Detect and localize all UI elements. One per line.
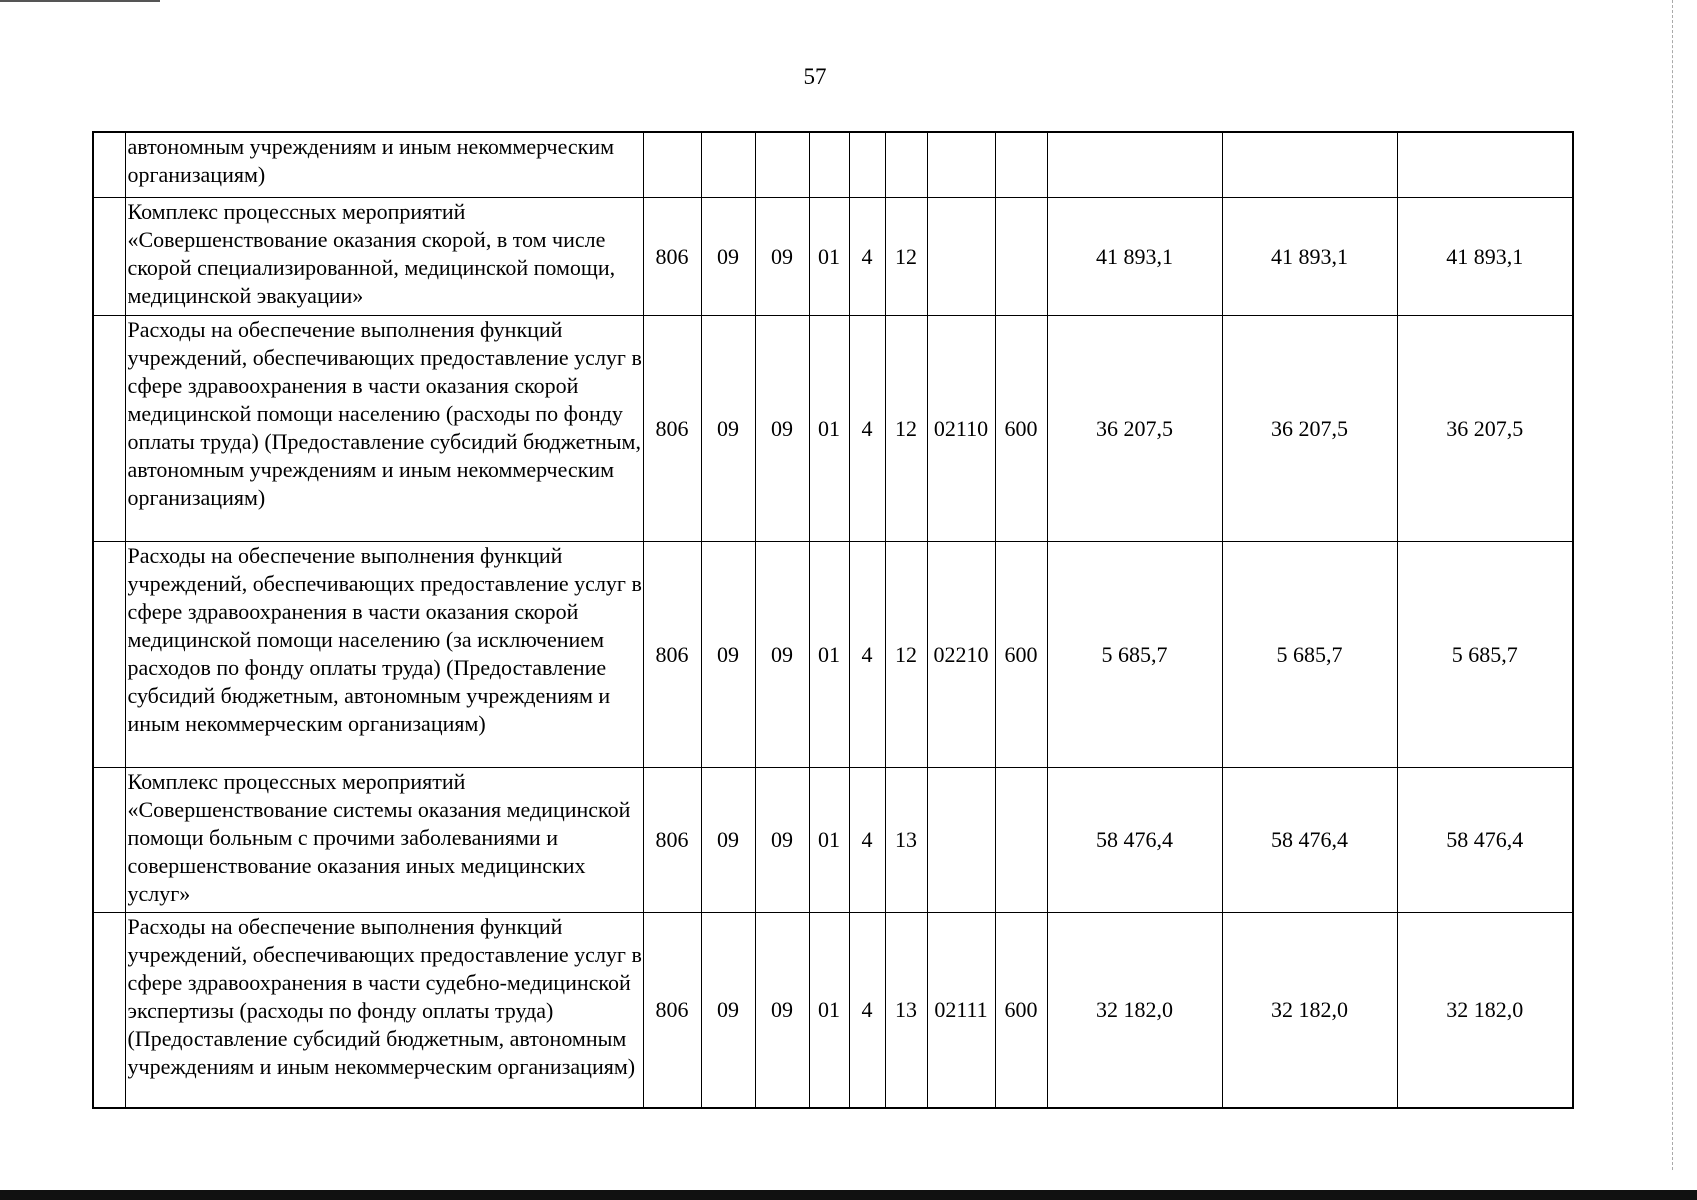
program-code-cell: 01 — [809, 197, 849, 315]
type-code-cell: 4 — [849, 315, 885, 541]
ministry-code-cell: 806 — [643, 315, 701, 541]
direction-code-cell: 02210 — [927, 541, 995, 767]
amount-year-2-cell: 41 893,1 — [1222, 197, 1397, 315]
amount-year-2-cell: 32 182,0 — [1222, 912, 1397, 1108]
description-cell: Расходы на обеспечение выполнения функций учреждений, обеспечивающих предоставление услуг в сфере здравоохранения в части судебно-медицинской экспертизы (расходы по фонду оплаты труда) (Предоставление субсидий бюджетным, автономным учреждениям и иным некоммерческим организациям) — [125, 912, 643, 1108]
table-row — [93, 912, 1573, 1108]
scan-bottom-edge — [0, 1190, 1697, 1200]
type-code-cell: 4 — [849, 197, 885, 315]
amount-year-3-cell: 36 207,5 — [1397, 315, 1573, 541]
row-marker-cell — [93, 541, 125, 767]
ministry-code-cell: 806 — [643, 912, 701, 1108]
row-marker-cell — [93, 315, 125, 541]
description-cell: Комплекс процессных мероприятий «Совершенствование системы оказания медицинской помощи больным с прочими заболеваниями и совершенствование оказания иных медицинских услуг» — [125, 767, 643, 912]
description-cell: Расходы на обеспечение выполнения функций учреждений, обеспечивающих предоставление услуг в сфере здравоохранения в части оказания скорой медицинской помощи населению (за исключением расходов по фонду оплаты труда) (Предоставление субсидий бюджетным, автономным учреждениям и иным некоммерческим организациям) — [125, 541, 643, 767]
description-cell: автономным учреждениям и иным некоммерческим организациям) — [125, 132, 643, 197]
direction-code-cell — [927, 197, 995, 315]
amount-year-2-cell — [1222, 132, 1397, 197]
page-number: 57 — [803, 64, 827, 89]
table-row — [93, 315, 1573, 541]
amount-year-2-cell: 36 207,5 — [1222, 315, 1397, 541]
structure-code-cell — [885, 132, 927, 197]
ministry-code-cell: 806 — [643, 541, 701, 767]
table-row — [93, 541, 1573, 767]
structure-code-cell: 12 — [885, 541, 927, 767]
type-code-cell — [849, 132, 885, 197]
expense-type-cell — [995, 767, 1047, 912]
table-row — [93, 197, 1573, 315]
amount-year-1-cell: 58 476,4 — [1047, 767, 1222, 912]
section-code-cell: 09 — [701, 912, 755, 1108]
amount-year-1-cell: 36 207,5 — [1047, 315, 1222, 541]
program-code-cell: 01 — [809, 541, 849, 767]
expense-type-cell: 600 — [995, 912, 1047, 1108]
direction-code-cell: 02111 — [927, 912, 995, 1108]
program-code-cell: 01 — [809, 767, 849, 912]
row-marker-cell — [93, 132, 125, 197]
expense-type-cell: 600 — [995, 541, 1047, 767]
amount-year-1-cell — [1047, 132, 1222, 197]
structure-code-cell: 12 — [885, 315, 927, 541]
amount-year-1-cell: 41 893,1 — [1047, 197, 1222, 315]
section-code-cell: 09 — [701, 767, 755, 912]
ministry-code-cell — [643, 132, 701, 197]
amount-year-3-cell: 41 893,1 — [1397, 197, 1573, 315]
type-code-cell: 4 — [849, 767, 885, 912]
section-code-cell: 09 — [701, 197, 755, 315]
structure-code-cell: 13 — [885, 767, 927, 912]
expense-type-cell: 600 — [995, 315, 1047, 541]
subsection-code-cell: 09 — [755, 912, 809, 1108]
description-cell: Комплекс процессных мероприятий «Совершенствование оказания скорой, в том числе скорой специализированной, медицинской помощи, медицинской эвакуации» — [125, 197, 643, 315]
direction-code-cell — [927, 767, 995, 912]
expense-type-cell — [995, 132, 1047, 197]
section-code-cell — [701, 132, 755, 197]
section-code-cell: 09 — [701, 315, 755, 541]
amount-year-1-cell: 32 182,0 — [1047, 912, 1222, 1108]
scan-corner-mark — [0, 0, 160, 2]
program-code-cell — [809, 132, 849, 197]
row-marker-cell — [93, 912, 125, 1108]
amount-year-3-cell — [1397, 132, 1573, 197]
program-code-cell: 01 — [809, 912, 849, 1108]
direction-code-cell: 02110 — [927, 315, 995, 541]
type-code-cell: 4 — [849, 912, 885, 1108]
program-code-cell: 01 — [809, 315, 849, 541]
subsection-code-cell: 09 — [755, 197, 809, 315]
subsection-code-cell: 09 — [755, 541, 809, 767]
table-row — [93, 767, 1573, 912]
type-code-cell: 4 — [849, 541, 885, 767]
section-code-cell: 09 — [701, 541, 755, 767]
amount-year-3-cell: 58 476,4 — [1397, 767, 1573, 912]
scan-right-edge — [1672, 0, 1674, 1170]
subsection-code-cell: 09 — [755, 767, 809, 912]
ministry-code-cell: 806 — [643, 197, 701, 315]
amount-year-3-cell: 5 685,7 — [1397, 541, 1573, 767]
expense-type-cell — [995, 197, 1047, 315]
subsection-code-cell — [755, 132, 809, 197]
table-row — [93, 132, 1573, 197]
structure-code-cell: 13 — [885, 912, 927, 1108]
budget-table — [92, 131, 1574, 1109]
amount-year-3-cell: 32 182,0 — [1397, 912, 1573, 1108]
description-cell: Расходы на обеспечение выполнения функций учреждений, обеспечивающих предоставление услуг в сфере здравоохранения в части оказания скорой медицинской помощи населению (расходы по фонду оплаты труда) (Предоставление субсидий бюджетным, автономным учреждениям и иным некоммерческим организациям) — [125, 315, 643, 541]
row-marker-cell — [93, 197, 125, 315]
amount-year-2-cell: 58 476,4 — [1222, 767, 1397, 912]
amount-year-2-cell: 5 685,7 — [1222, 541, 1397, 767]
direction-code-cell — [927, 132, 995, 197]
structure-code-cell: 12 — [885, 197, 927, 315]
row-marker-cell — [93, 767, 125, 912]
subsection-code-cell: 09 — [755, 315, 809, 541]
amount-year-1-cell: 5 685,7 — [1047, 541, 1222, 767]
ministry-code-cell: 806 — [643, 767, 701, 912]
